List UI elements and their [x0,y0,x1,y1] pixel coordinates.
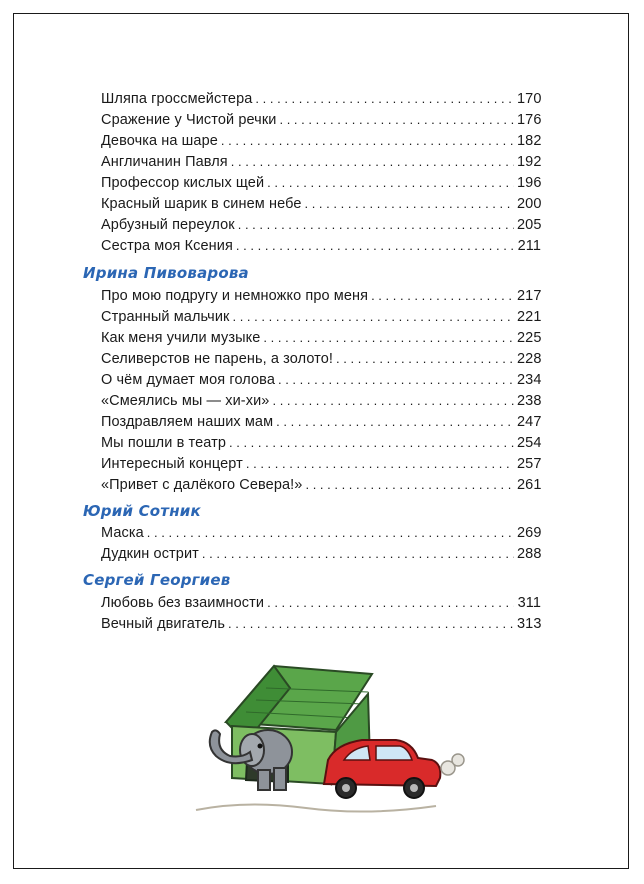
toc-entry[interactable] [101,88,541,108]
toc-entry[interactable] [101,432,541,452]
dot-leader [305,476,514,494]
dot-leader [236,237,514,255]
toc-entry-page: 170 [517,91,542,107]
toc-entry[interactable] [101,474,541,494]
toc-entry-title: Маска [101,525,144,541]
toc-entry-title: Девочка на шаре [101,133,218,149]
toc-entry-title: Арбузный переулок [101,217,235,233]
toc-entry-title: Поздравляем наших мам [101,414,274,430]
dot-leader [221,132,514,150]
toc-entry-page: 313 [517,616,542,632]
toc-entry-page: 182 [517,133,542,149]
dot-leader [255,90,514,108]
dot-leader [228,615,514,633]
toc-entry-page: 238 [517,393,542,409]
toc-entry-title: Англичанин Павля [101,154,228,170]
toc-entry-page: 176 [517,112,542,128]
toc-entry-title: Дудкин острит [101,546,199,562]
dot-leader [202,545,514,563]
toc-entry-page: 211 [517,238,541,254]
toc-entry-title: Про мою подругу и немножко про меня [101,288,369,304]
toc-entry[interactable] [101,348,541,368]
dot-leader [272,392,514,410]
dot-leader [267,594,514,612]
toc-entry[interactable] [101,327,541,347]
dot-leader [267,174,514,192]
toc-entry[interactable] [101,522,541,542]
toc-entry-title: Красный шарик в синем небе [101,196,302,212]
toc-entry-page: 200 [517,196,542,212]
toc-entry-page: 247 [517,414,542,430]
toc-entry[interactable] [101,193,541,213]
toc-entry[interactable] [101,306,541,326]
dot-leader [263,329,514,347]
elephant-doghouse-car-drawing [186,660,466,820]
toc-entry[interactable] [101,592,541,612]
toc-entry[interactable] [101,613,541,633]
toc-entry-title: «Смеялись мы — хи-хи» [101,393,270,409]
toc-entry-page: 192 [517,154,542,170]
toc-entry-page: 269 [517,525,542,541]
toc-entry-title: Любовь без взаимности [101,595,265,611]
toc-entry-title: «Привет с далёкого Севера!» [101,477,303,493]
dot-leader [279,111,514,129]
toc-entry[interactable] [101,235,541,255]
dot-leader [147,524,514,542]
toc-entry-title: Профессор кислых щей [101,175,265,191]
author-heading: Ирина Пивоварова [83,264,249,282]
red-car [324,740,440,798]
toc-entry-title: Интересный концерт [101,456,243,472]
ground-line [196,804,436,811]
author-heading: Юрий Сотник [83,502,201,520]
toc-entry-title: Как меня учили музыке [101,330,261,346]
toc-entry[interactable] [101,369,541,389]
toc-entry-title: Селиверстов не парень, а золото! [101,351,334,367]
dot-leader [238,216,514,234]
toc-entry[interactable] [101,214,541,234]
toc-entry[interactable] [101,151,541,171]
toc-entry-page: 205 [517,217,542,233]
toc-entry-page: 257 [517,456,542,472]
toc-entry-page: 254 [517,435,542,451]
toc-entry-title: Шляпа гроссмейстера [101,91,253,107]
toc-entry[interactable] [101,130,541,150]
dot-leader [276,413,514,431]
toc-entry-page: 196 [517,175,542,191]
toc-entry[interactable] [101,285,541,305]
toc-entry[interactable] [101,411,541,431]
toc-entry-page: 225 [517,330,542,346]
dot-leader [278,371,514,389]
toc-entry-title: Сестра моя Ксения [101,238,233,254]
toc-entry-title: Странный мальчик [101,309,230,325]
toc-entry[interactable] [101,453,541,473]
dot-leader [246,455,514,473]
dot-leader [231,153,514,171]
toc-entry-title: Мы пошли в театр [101,435,226,451]
toc-entry-page: 288 [517,546,542,562]
dot-leader [304,195,514,213]
toc-entry[interactable] [101,543,541,563]
toc-entry[interactable] [101,390,541,410]
toc-entry-page: 228 [517,351,542,367]
toc-entry-title: О чём думает моя голова [101,372,275,388]
toc-entry-page: 221 [517,309,542,325]
dot-leader [336,350,514,368]
dot-leader [229,434,514,452]
exhaust-smoke [441,754,464,775]
author-heading: Сергей Георгиев [83,571,231,589]
toc-entry[interactable] [101,109,541,129]
toc-entry-page: 311 [517,595,541,611]
toc-entry-page: 217 [517,288,542,304]
toc-entry[interactable] [101,172,541,192]
toc-entry-title: Вечный двигатель [101,616,226,632]
dot-leader [371,287,514,305]
illustration [186,660,466,820]
toc-entry-title: Сражение у Чистой речки [101,112,277,128]
dot-leader [232,308,514,326]
toc-entry-page: 261 [517,477,542,493]
toc-entry-page: 234 [517,372,542,388]
